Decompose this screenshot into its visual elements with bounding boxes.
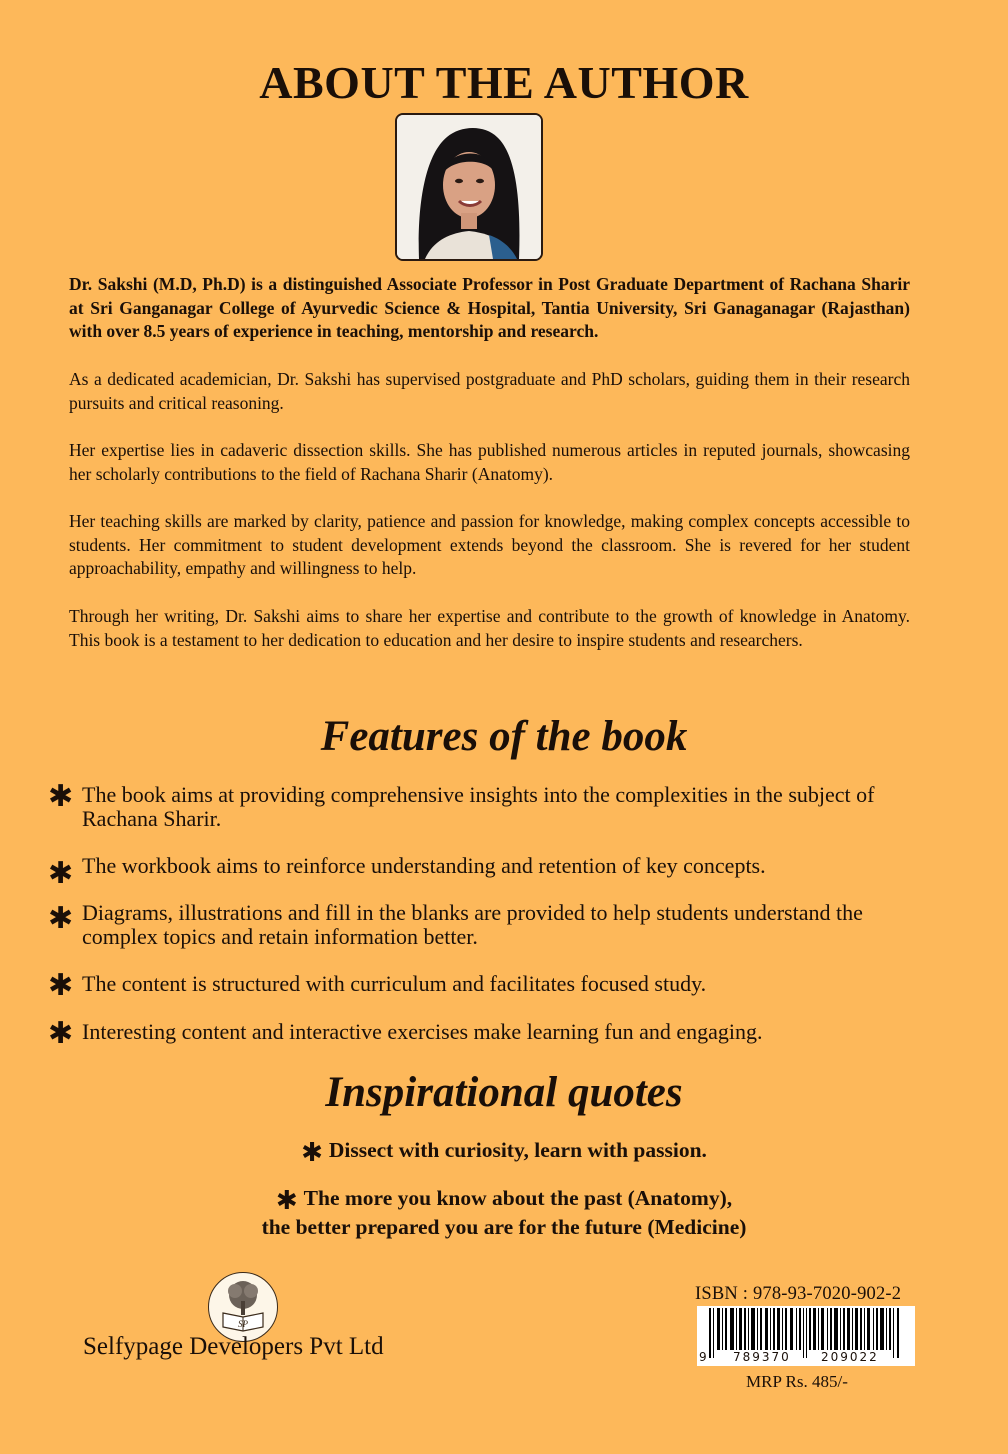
asterisk-bullet-icon: ✱ — [48, 779, 74, 814]
feature-item — [48, 1016, 908, 1051]
author-bio-paragraph: Through her writing, Dr. Sakshi aims to share her expertise and contribute to the growth of knowledge in Anatomy. This book is a testament to her dedication to education and her desire to inspire students and researchers. — [69, 606, 910, 650]
feature-item — [48, 853, 908, 891]
quote-text: Dissect with curiosity, learn with passion. — [328, 1138, 707, 1162]
feature-item — [48, 968, 908, 1003]
feature-text: The book aims at providing comprehensive insights into the complexities in the subject of Rachana Sharir. — [82, 782, 875, 831]
quote-text: the better prepared you are for the future (Medicine) — [261, 1215, 747, 1239]
feature-text: Interesting content and interactive exercises make learning fun and engaging. — [82, 1019, 763, 1044]
barcode-digits-right: 209022 — [821, 1350, 879, 1364]
isbn-label: ISBN : 978-93-7020-902-2 — [695, 1284, 902, 1304]
features-heading: Features of the book — [320, 713, 688, 760]
asterisk-bullet-icon: ✱ — [301, 1138, 323, 1168]
author-bio-paragraph: As a dedicated academician, Dr. Sakshi has supervised postgraduate and PhD scholars, guiding them in their research pursuits and critical reasoning. — [69, 369, 910, 413]
asterisk-bullet-icon: ✱ — [48, 856, 74, 891]
barcode-digit-first: 9 — [699, 1350, 707, 1364]
feature-text: The content is structured with curriculum and facilitates focused study. — [82, 971, 707, 996]
author-photo — [395, 113, 543, 261]
svg-text:SP: SP — [238, 1319, 248, 1329]
feature-item — [48, 901, 908, 949]
feature-text: The workbook aims to reinforce understanding and retention of key concepts. — [82, 853, 766, 878]
feature-text: Diagrams, illustrations and fill in the blanks are provided to help students understand the complex topics and retain information better. — [82, 900, 863, 949]
isbn-barcode — [697, 1306, 915, 1366]
barcode-icon — [697, 1306, 915, 1366]
publisher-logo — [208, 1272, 278, 1342]
asterisk-bullet-icon: ✱ — [48, 968, 74, 1003]
quote-item — [0, 1138, 1008, 1167]
price-label: MRP Rs. 485/- — [746, 1372, 848, 1391]
feature-item — [48, 779, 908, 831]
quotes-heading: Inspirational quotes — [325, 1069, 683, 1116]
quote-item — [0, 1186, 1008, 1239]
author-portrait-icon — [397, 115, 541, 259]
author-bio-intro: Dr. Sakshi (M.D, Ph.D) is a distinguished Associate Professor in Post Graduate Department of Rachana Sharir at Sri Ganganagar College of Ayurvedic Science & Hospital, Tantia University, Sri Ganaganagar (Rajasthan) with over 8.5 years of experience in teaching, mentorship and research. — [69, 274, 910, 342]
asterisk-bullet-icon: ✱ — [275, 1186, 298, 1216]
asterisk-bullet-icon: ✱ — [48, 1016, 74, 1051]
author-bio-paragraph: Her expertise lies in cadaveric dissection skills. She has published numerous articles in reputed journals, showcasing her scholarly contributions to the field of Rachana Sharir (Anatomy). — [69, 440, 910, 484]
asterisk-bullet-icon: ✱ — [48, 901, 74, 936]
author-bio-paragraph: Her teaching skills are marked by clarity, patience and passion for knowledge, making complex concepts accessible to students. Her commitment to student development extends beyond the classroom. She is revered for her student approachability, empathy and willingness to help. — [69, 511, 910, 579]
barcode-digits-left: 789370 — [733, 1350, 791, 1364]
tree-book-logo-icon — [209, 1273, 277, 1341]
publisher-name: Selfypage Developers Pvt Ltd — [83, 1333, 384, 1360]
quote-text: The more you know about the past (Anatomy), — [303, 1186, 733, 1210]
page-title: ABOUT THE AUTHOR — [259, 57, 749, 108]
